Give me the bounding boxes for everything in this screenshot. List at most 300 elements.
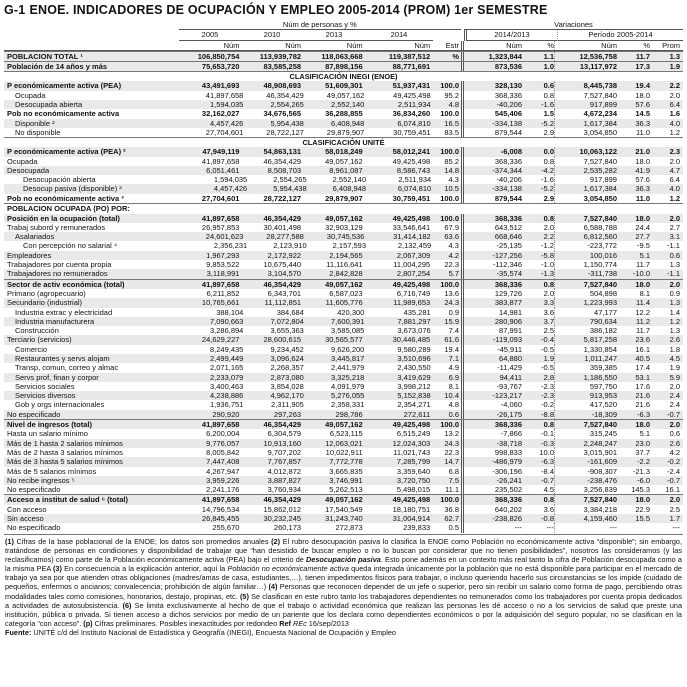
cell: 49,425,498	[392, 279, 431, 289]
table-row	[4, 476, 683, 485]
cell: 9,626,200	[330, 344, 365, 354]
text-segment: Se limita exclusivamente al hecho de que el trabajo o actividad económica que realizan las personas les dé acceso o no a los servicios de salud que preste una institución, pública o privada. Si tienen acceso a dichos servicios por medio de un pariente que los declara como dependientes económicos o por la adquisición del seguro popular, no se clasifican en la categoría “con acceso”.	[5, 600, 682, 629]
cell: 2.9	[543, 193, 554, 203]
cell: -908,307	[587, 466, 617, 476]
cell: 386,182	[589, 326, 617, 336]
text-segment: (2)	[271, 536, 283, 546]
cell: 8,586,743	[396, 165, 431, 175]
cell: -374,344	[492, 165, 522, 175]
cell: 31,414,182	[393, 232, 431, 242]
cell: 2,241,176	[206, 485, 240, 495]
variation-group	[461, 128, 554, 137]
cell: 417,520	[589, 400, 617, 410]
cell: 43,491,693	[201, 81, 240, 91]
period-group	[554, 260, 683, 269]
table-row	[4, 157, 683, 166]
row-label: Trabaj subord y remunerados	[7, 222, 106, 232]
cell: 2,499,449	[209, 354, 244, 363]
cell: 29,879,907	[325, 193, 363, 203]
cell: 6,716,749	[396, 288, 431, 298]
cell: 51,937,431	[392, 81, 431, 91]
cell: -10.0	[632, 269, 650, 279]
cell: 49,425,498	[392, 420, 431, 430]
cell: 57.6	[635, 100, 650, 110]
variation-group	[461, 214, 554, 223]
cell: 2,552,140	[332, 175, 367, 185]
cell: 1,011,247	[584, 354, 617, 363]
cell: 643,512	[494, 222, 522, 232]
cell: -1.1	[667, 269, 680, 279]
cell: 1.4	[669, 307, 680, 317]
cell: 3,054,850	[583, 193, 617, 203]
row-label: Terciario (servicios)	[7, 335, 72, 345]
variation-group	[461, 232, 554, 241]
cell: 100,016	[589, 250, 617, 260]
section-header: CLASIFICACIÓN UNITÉ	[302, 138, 385, 148]
cell: 3,585,085	[330, 326, 365, 336]
cell: -93,767	[496, 381, 522, 391]
period-group	[554, 91, 683, 100]
cell: -238,476	[587, 475, 617, 485]
cell: 100.0	[440, 420, 459, 430]
table-row	[4, 62, 683, 71]
cell: ---	[609, 523, 617, 533]
cell: -40,206	[496, 175, 522, 185]
cell: 58,012,241	[392, 147, 431, 157]
cell: -0.4	[541, 335, 554, 345]
text-segment: Fuente:	[5, 628, 32, 638]
period-group	[554, 420, 683, 429]
cell: 30,232,245	[263, 514, 302, 524]
period-group	[554, 505, 683, 514]
cell: 10.5	[444, 184, 459, 194]
cell: 1.6	[669, 109, 680, 119]
cell: 100.0	[440, 213, 459, 223]
cell: 11.7	[635, 260, 650, 270]
cell: 32,903,129	[325, 222, 363, 232]
cell: 12,024,303	[392, 438, 431, 448]
cell: 46,354,429	[263, 213, 302, 223]
cell: 13.2	[444, 429, 459, 439]
cell: 8,508,703	[267, 165, 302, 175]
table-row	[4, 410, 683, 419]
cell: -21.3	[632, 466, 650, 476]
cell: -35,574	[496, 269, 522, 279]
cell: 41,897,658	[205, 90, 244, 100]
cell: 5,276,055	[330, 391, 365, 401]
cell: 545,406	[494, 109, 522, 119]
cell: 1.9	[543, 354, 554, 363]
row-label: Pob no económicamente activa ³	[7, 193, 124, 203]
variation-group	[461, 523, 554, 532]
row-label: No especificado	[7, 485, 61, 495]
row-label: Ocupada	[15, 90, 46, 100]
cell: 1.0	[543, 62, 554, 72]
variation-group	[461, 194, 554, 203]
cell: 2.0	[543, 288, 554, 298]
variation-group	[461, 280, 554, 289]
table-row	[4, 308, 683, 317]
variation-group	[461, 439, 554, 448]
col-var-pct: %	[547, 40, 554, 50]
cell: 2,172,922	[267, 250, 302, 260]
cell: -1.1	[667, 241, 680, 251]
row-label: Más de 2 hasta 3 salarios mínimos	[7, 447, 123, 457]
cell: 8.1	[639, 288, 650, 298]
cell: 4.5	[543, 485, 554, 495]
table-row	[4, 448, 683, 457]
table-row	[4, 429, 683, 438]
cell: 61.6	[444, 335, 459, 345]
cell: 2.8	[543, 372, 554, 382]
cell: -0.3	[541, 438, 554, 448]
cell: 36,834,260	[392, 109, 431, 119]
text-segment: Ref	[279, 619, 293, 629]
cell: 12,063,021	[325, 438, 363, 448]
period-group	[554, 175, 683, 184]
cell: 4.8	[448, 100, 459, 110]
cell: 4,457,426	[213, 184, 248, 194]
col-per-num: Núm	[601, 40, 617, 50]
period-group	[554, 523, 683, 532]
cell: 19.4	[635, 81, 650, 91]
table-row	[4, 194, 683, 203]
cell: 668,646	[494, 232, 522, 242]
variation-group	[461, 448, 554, 457]
cell: 18.0	[635, 495, 650, 505]
cell: -8.4	[541, 466, 554, 476]
cell: 49,057,162	[325, 279, 363, 289]
cell: -6.0	[637, 475, 650, 485]
cell: 49,057,162	[325, 213, 363, 223]
row-label: Primario (agropecuario)	[7, 288, 86, 298]
cell: 49,057,162	[326, 90, 365, 100]
cell: 41,897,658	[201, 279, 240, 289]
cell: 10,675,440	[263, 260, 302, 270]
text-segment: (5)	[239, 591, 252, 601]
table-row	[4, 223, 683, 232]
period-group	[554, 345, 683, 354]
period-group	[554, 439, 683, 448]
cell: 6,408,948	[332, 184, 367, 194]
cell: -7,866	[500, 429, 522, 439]
cell: 359,385	[589, 363, 617, 373]
cell: 26,957,853	[201, 222, 240, 232]
table-row	[4, 391, 683, 400]
cell: 6.8	[448, 466, 459, 476]
cell: 3,400,463	[209, 381, 244, 391]
cell: 21.6	[635, 400, 650, 410]
table-row	[4, 241, 683, 250]
cell: 235,502	[494, 485, 522, 495]
cell: 16.1	[665, 485, 680, 495]
cell: 2,233,079	[209, 372, 244, 382]
variation-group	[461, 410, 554, 419]
cell: 3,887,827	[267, 475, 302, 485]
cell: 7,527,840	[583, 90, 617, 100]
cell: 9,234,452	[270, 344, 304, 354]
cell: 4.9	[448, 363, 459, 373]
table-row	[4, 52, 683, 61]
cell: 272,611	[403, 409, 431, 419]
cell: 17.3	[635, 62, 650, 72]
cell: 6.4	[669, 100, 680, 110]
period-group	[554, 514, 683, 523]
period-group	[554, 62, 683, 71]
variation-group	[461, 298, 554, 307]
cell: 368,336	[494, 420, 522, 430]
col-estr: Estr	[445, 40, 459, 50]
cell: 0.8	[543, 90, 554, 100]
period-group	[554, 448, 683, 457]
cell: 26,845,455	[201, 514, 240, 524]
cell: 19.4	[444, 344, 459, 354]
cell: -5.2	[541, 118, 554, 128]
cell: 4.0	[669, 184, 680, 194]
table-row	[4, 420, 683, 429]
cell: 2,311,905	[271, 400, 304, 410]
cell: 2,157,593	[332, 241, 367, 251]
cell: -127,256	[492, 250, 522, 260]
cell: 1,594,035	[213, 175, 248, 185]
cell: 9,776,057	[206, 438, 240, 448]
cell: -1.3	[541, 269, 554, 279]
cell: 3,325,218	[330, 372, 365, 382]
table-row	[4, 363, 683, 372]
row-label: Industria manufacturera	[15, 316, 95, 326]
row-label: Disponible ²	[15, 118, 55, 128]
row-label: Desocupada abierta	[15, 100, 83, 110]
period-group	[554, 100, 683, 109]
cell: 46,354,429	[263, 156, 302, 166]
cell: 41,897,658	[201, 213, 240, 223]
cell: 3.6	[543, 307, 554, 317]
cell: 49,057,162	[325, 420, 363, 430]
text-segment: (p)	[83, 619, 95, 629]
cell: 3.6	[543, 504, 554, 514]
cell: 8,445,738	[583, 81, 617, 91]
cell: -38,718	[496, 438, 522, 448]
table-block	[4, 137, 683, 203]
cell: 63.6	[444, 232, 459, 242]
col-num-2013: Núm	[346, 40, 363, 50]
col-group-var: 2014/2013	[467, 30, 557, 40]
cell: -334,138	[492, 184, 522, 194]
cell: 5,152,838	[397, 391, 431, 401]
cell: 6,588,788	[583, 222, 617, 232]
row-label: Con acceso	[7, 504, 47, 514]
cell: 21.6	[635, 391, 650, 401]
cell: 3,760,934	[267, 485, 302, 495]
cell: 790,634	[589, 316, 617, 326]
cell: 95.2	[444, 90, 459, 100]
cell: 36,288,855	[325, 109, 363, 119]
text-segment: Cifras de la base poblacional de la ENOE; los datos son promedios anuales	[16, 536, 272, 546]
cell: 18.0	[635, 90, 650, 100]
cell: 3,655,363	[270, 326, 304, 336]
variation-group	[461, 505, 554, 514]
cell: 3.1	[669, 232, 680, 242]
cell: 30,565,577	[325, 335, 363, 345]
variation-group	[461, 420, 554, 429]
period-group	[554, 232, 683, 241]
cell: 0.8	[543, 156, 554, 166]
cell: 4,267,947	[206, 466, 240, 476]
cell: 8,005,842	[206, 447, 240, 457]
cell: 4.2	[448, 250, 459, 260]
cell: 1,617,384	[583, 184, 617, 194]
cell: 297,263	[273, 409, 302, 419]
cell: 6,343,701	[267, 288, 302, 298]
cell	[617, 523, 650, 532]
table-body	[4, 51, 683, 533]
cell: 6,074,810	[397, 184, 432, 194]
table-block	[4, 494, 683, 532]
col-num-2010: Núm	[285, 40, 302, 50]
row-label: Pob no económicamente activa	[7, 109, 120, 119]
cell: 100.0	[440, 81, 459, 91]
table-row	[4, 485, 683, 494]
cell: 6.9	[448, 372, 459, 382]
cell: %	[452, 51, 459, 61]
row-label: Ocupada	[7, 156, 38, 166]
row-label: Más de 1 hasta 2 salarios mínimos	[7, 438, 123, 448]
cell: 17.6	[635, 381, 650, 391]
text-segment: Se clasifican en este rubro tanto los trabajadores dependientes no remunerados como los trabajadores por cuenta propia dedicados a actividades de autosubsistencia.	[5, 591, 682, 610]
cell: -11,429	[497, 363, 522, 373]
cell: 14.8	[444, 165, 459, 175]
period-group	[554, 298, 683, 307]
variation-group	[461, 147, 554, 156]
cell: -334,138	[492, 118, 522, 128]
cell: 6.4	[669, 175, 680, 185]
cell: 917,899	[589, 100, 617, 110]
cell: 21.0	[635, 147, 650, 157]
cell: 46,354,429	[263, 279, 302, 289]
cell: 1.5	[543, 109, 554, 119]
cell: 22.3	[444, 447, 459, 457]
row-label: Asalariados	[15, 232, 55, 242]
cell: 4,012,872	[267, 466, 302, 476]
cell: 2,123,910	[273, 241, 307, 251]
period-group	[554, 81, 683, 90]
cell: 7,285,799	[396, 457, 431, 467]
table-row	[4, 119, 683, 128]
cell: -0.7	[541, 475, 554, 485]
cell: 83.5	[444, 127, 459, 137]
cell: 67.9	[444, 222, 459, 232]
cell: 41,897,658	[201, 156, 240, 166]
period-group	[554, 251, 683, 260]
col-group-right: Variaciones	[464, 20, 683, 30]
cell: 2,194,565	[329, 250, 363, 260]
cell: 16.1	[635, 344, 650, 354]
cell: 3,665,835	[329, 466, 363, 476]
cell: 280,906	[494, 316, 522, 326]
cell: 34,676,565	[263, 109, 302, 119]
cell: -18,309	[591, 409, 617, 419]
variation-group	[461, 100, 554, 109]
cell: 3,256,839	[583, 485, 617, 495]
cell: -112,346	[492, 260, 522, 270]
cell: 3.7	[543, 316, 554, 326]
cell: 1.3	[669, 260, 680, 270]
cell: 383,877	[494, 298, 522, 308]
variation-group	[461, 400, 554, 409]
cell: 7,447,408	[206, 457, 240, 467]
cell: 83,585,258	[263, 62, 302, 72]
cell: 2.0	[669, 381, 680, 391]
cell: 41,897,658	[201, 420, 240, 430]
table-row	[4, 147, 683, 156]
cell: 30,401,498	[263, 222, 302, 232]
period-group	[554, 241, 683, 250]
row-label: Industria extrac y electricidad	[15, 307, 113, 317]
cell: 9,853,522	[206, 260, 240, 270]
cell: 7,600,391	[330, 316, 365, 326]
cell: 11,989,653	[393, 298, 431, 308]
cell: 30,446,485	[392, 335, 431, 345]
cell: 11.0	[635, 193, 650, 203]
cell: 298,786	[335, 409, 363, 419]
period-group	[554, 485, 683, 494]
cell: 0.6	[669, 429, 680, 439]
cell: 7,527,840	[583, 420, 617, 430]
cell: 33,546,641	[392, 222, 431, 232]
text-segment: 16/sep/2013	[306, 619, 349, 629]
row-label: No recibe ingresos ⁵	[7, 475, 75, 485]
cell: 2.2	[543, 232, 554, 242]
cell: 1.3	[669, 326, 680, 336]
cell: 10.0	[539, 447, 554, 457]
variation-group	[461, 373, 554, 382]
cell: 31,004,914	[392, 514, 431, 524]
period-group	[554, 52, 683, 61]
variation-group	[461, 429, 554, 438]
source-line	[4, 628, 683, 637]
cell: 10.4	[444, 391, 459, 401]
variation-group	[461, 251, 554, 260]
cell: 7,527,840	[583, 279, 617, 289]
period-group	[554, 147, 683, 156]
cell: 368,336	[494, 213, 522, 223]
cell: 272,873	[335, 523, 363, 533]
cell: 1,594,035	[209, 100, 244, 110]
cell: 3,286,894	[209, 326, 244, 336]
cell: 873,536	[494, 62, 522, 72]
period-group	[554, 429, 683, 438]
cell: 260,173	[273, 523, 302, 533]
cell: 27.7	[635, 232, 650, 242]
cell: -0.2	[541, 400, 554, 410]
cell: 2.3	[669, 147, 680, 157]
cell: -0.7	[667, 475, 680, 485]
row-label: POBLACION TOTAL ¹	[7, 51, 83, 61]
cell: 0.5	[448, 523, 459, 533]
cell: 14,981	[499, 307, 522, 317]
period-group	[554, 382, 683, 391]
text-segment: El rubro desocupación pasiva lo clasifica la ENOE como Población no económicamente activa “disponible”; sin embargo, tratándose de personas en condiciones y disponibilidad de trabajar que “han desistido de buscar empleo o no lo buscan por considerar que no tienen posibilidades”, nosotros las consideramos (y las reclasificamos) como parte de la Población económicamente activa (PEA) bajo el criterio de	[5, 536, 682, 564]
row-label: Empleadores	[7, 250, 52, 260]
text-segment: REc	[292, 619, 307, 629]
cell: 2,354,271	[397, 400, 431, 410]
text-segment: Desocupación pasiva	[306, 554, 381, 564]
table-row	[4, 505, 683, 514]
cell: 0.8	[543, 495, 554, 505]
variation-group	[461, 157, 554, 166]
period-group	[554, 476, 683, 485]
table-row	[4, 280, 683, 289]
